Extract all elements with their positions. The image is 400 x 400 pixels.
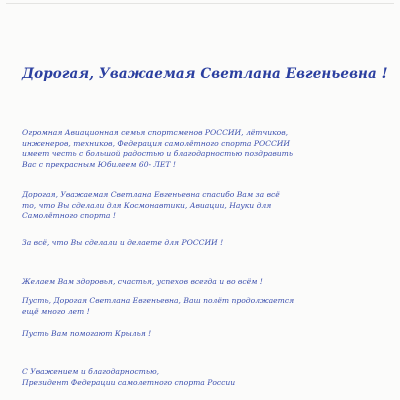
letter-paragraph: Дорогая, Уважаемая Светлана Евгеньевна спасибо Вам за всё то, что Вы сделали для Космонавтики, Авиации, Науки для Самолётного спорта ! bbox=[22, 190, 280, 221]
letter-paragraph: Пусть Вам помогают Крылья ! bbox=[22, 329, 152, 338]
closing-signature-title: Президент Федерации самолетного спорта России bbox=[22, 377, 236, 387]
page-top-edge bbox=[6, 3, 394, 4]
letter-paragraph: Огромная Авиационная семья спортсменов РОССИИ, лётчиков, инженеров, техников, Федерация самолётного спорта РОССИИ имеет честь с большой радостью и благодарностью поздравить Вас с прекрасным Юбилеем 60- ЛЕТ ! bbox=[22, 128, 294, 169]
closing-regards: С Уважением и благодарностью, bbox=[22, 367, 160, 376]
letter-closing bbox=[22, 367, 390, 388]
letter-paragraph: Пусть, Дорогая Светлана Евгеньевна, Ваш полёт продолжается ещё много лет ! bbox=[22, 296, 295, 316]
letter-paragraph: Желаем Вам здоровья, счастья, успехов всегда и во всём ! bbox=[22, 277, 263, 286]
letter-greeting: Дорогая, Уважаемая Светлана Евгеньевна ! bbox=[22, 66, 388, 82]
letter-paragraph: За всё, что Вы сделали и делаете для РОССИИ ! bbox=[22, 238, 224, 247]
